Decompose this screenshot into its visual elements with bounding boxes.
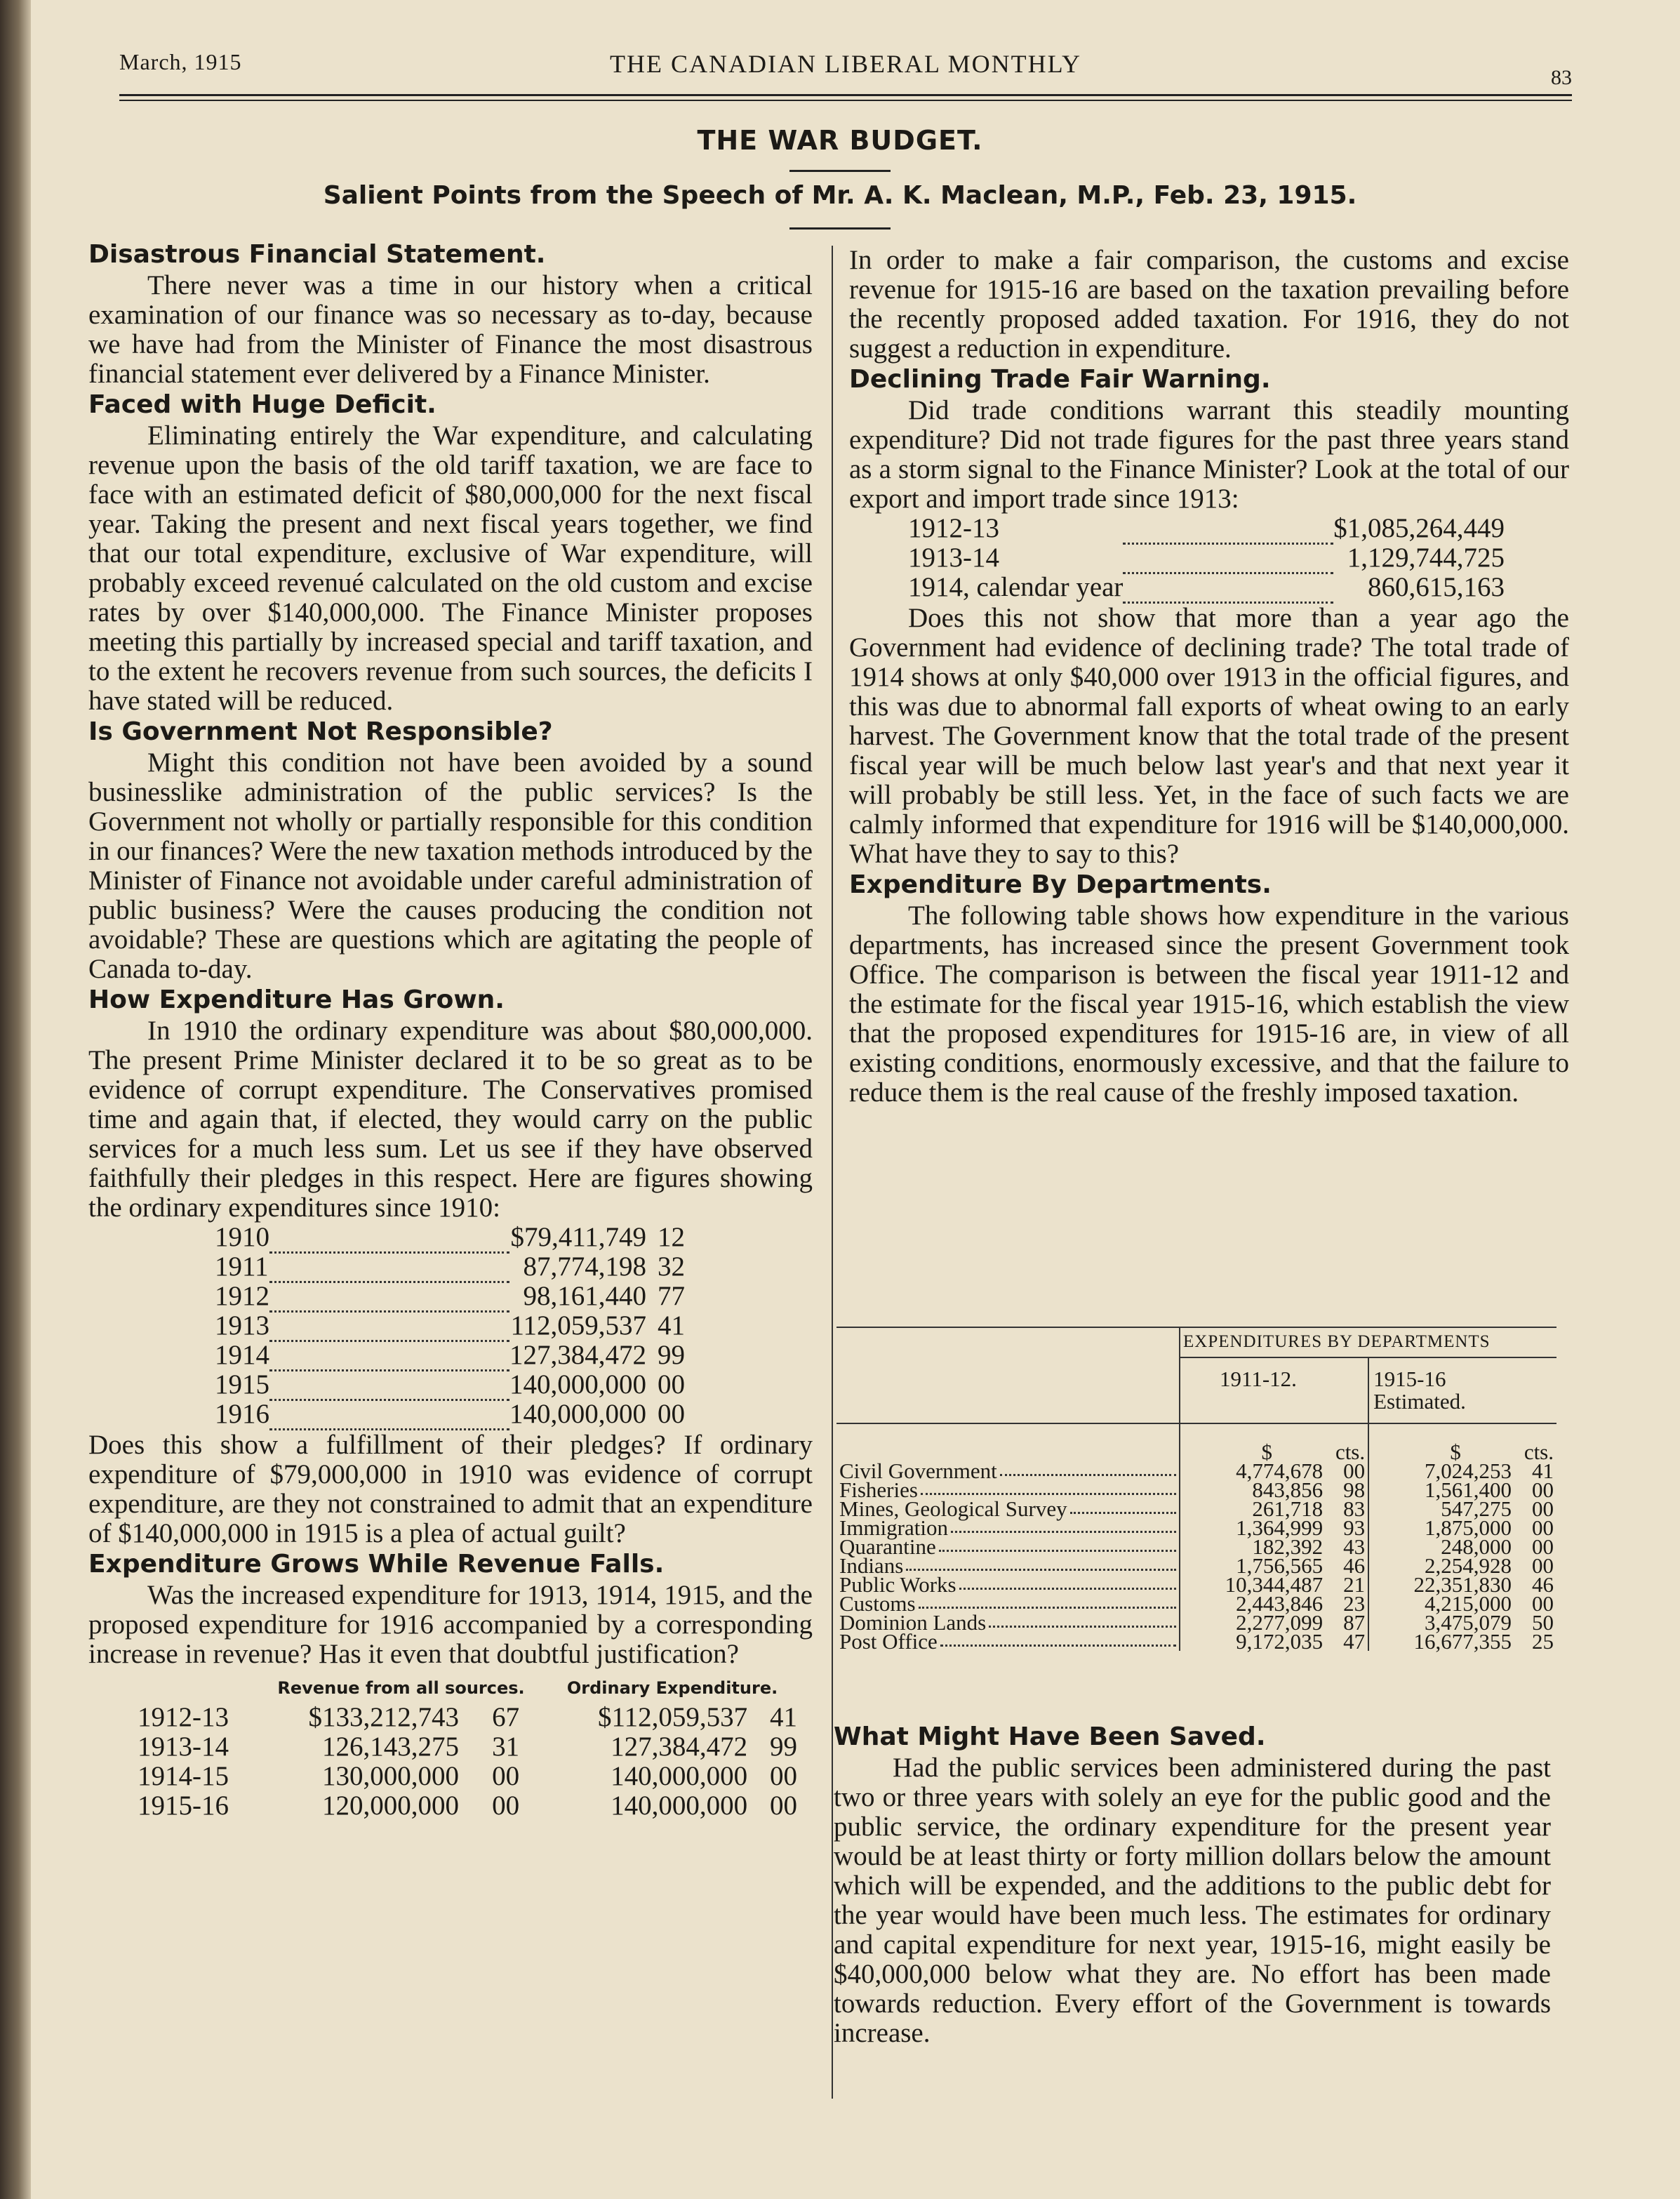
cents: 00 bbox=[1532, 1496, 1554, 1521]
expenditure: 140,000,000 bbox=[611, 1760, 748, 1791]
expenditure: 127,384,472 bbox=[611, 1731, 748, 1762]
cents: 46 bbox=[1532, 1572, 1554, 1597]
dept-name: Quarantine bbox=[839, 1534, 936, 1559]
dept-name: Post Office bbox=[839, 1629, 938, 1654]
amount: 1,364,999 bbox=[1236, 1515, 1324, 1540]
revenue: 126,143,275 bbox=[321, 1731, 459, 1762]
dot-leader bbox=[959, 1575, 1176, 1590]
amount: 1,561,400 bbox=[1425, 1477, 1512, 1502]
cents: 46 bbox=[1343, 1553, 1366, 1578]
revenue-table bbox=[88, 1673, 797, 1821]
list-item bbox=[908, 514, 1505, 543]
cents: 67 bbox=[492, 1701, 520, 1732]
header-rule bbox=[119, 94, 1572, 96]
paragraph: Was the increased expenditure for 1913, 1914, 1915, and the proposed expenditure for 1916 accompanied by a corresponding increase in revenue? Has it even that doubtful justification? bbox=[88, 1579, 813, 1669]
magazine-name: THE CANADIAN LIBERAL MONTHLY bbox=[610, 50, 1081, 78]
amount: 7,024,253 bbox=[1425, 1459, 1512, 1483]
cents: 00 bbox=[1532, 1553, 1554, 1578]
running-header bbox=[119, 49, 1572, 89]
col2-line2: Estimated. bbox=[1373, 1389, 1466, 1414]
cents: 98 bbox=[1343, 1477, 1366, 1502]
amount: 9,172,035 bbox=[1236, 1629, 1324, 1654]
amount: 16,677,355 bbox=[1413, 1629, 1512, 1654]
cents: 00 bbox=[770, 1760, 797, 1791]
dept-name: Indians bbox=[839, 1553, 904, 1578]
list-item bbox=[908, 543, 1505, 573]
cents: 43 bbox=[1343, 1534, 1366, 1559]
year: 1914 bbox=[215, 1340, 269, 1370]
dept-name: Mines, Geological Survey bbox=[839, 1496, 1067, 1521]
amount: 3,475,079 bbox=[1425, 1610, 1512, 1635]
unit-cents: cts. bbox=[1524, 1440, 1554, 1464]
list-item bbox=[215, 1341, 685, 1370]
header-rule-thin bbox=[119, 100, 1572, 101]
amount: $79,411,749 bbox=[510, 1222, 646, 1252]
unit-dollar: $ bbox=[1450, 1440, 1461, 1464]
dot-leader bbox=[921, 1480, 1176, 1495]
cents: 41 bbox=[770, 1701, 797, 1732]
cents: 00 bbox=[1343, 1459, 1366, 1483]
cents: 87 bbox=[1343, 1610, 1366, 1635]
section-heading: How Expenditure Has Grown. bbox=[88, 985, 505, 1014]
amount: 843,856 bbox=[1252, 1477, 1324, 1502]
amount: 87,774,198 bbox=[523, 1251, 646, 1282]
revenue: 130,000,000 bbox=[321, 1760, 459, 1791]
dept-name: Immigration bbox=[839, 1515, 948, 1540]
unit-cents: cts. bbox=[1335, 1440, 1366, 1464]
section-heading: Declining Trade Fair Warning. bbox=[849, 365, 1271, 394]
cents: 41 bbox=[1532, 1459, 1554, 1483]
dept-name-cell bbox=[836, 1629, 1179, 1654]
revenue: 120,000,000 bbox=[321, 1790, 459, 1821]
amount: 140,000,000 bbox=[509, 1399, 646, 1429]
amount: 248,000 bbox=[1441, 1534, 1512, 1559]
cents: 00 bbox=[1532, 1515, 1554, 1540]
book-spine-shadow bbox=[0, 0, 31, 2199]
right-column-bottom bbox=[834, 1721, 1551, 2048]
left-column bbox=[88, 239, 813, 1821]
value-1915 bbox=[1368, 1629, 1556, 1654]
cents: 99 bbox=[658, 1340, 685, 1370]
unit-dollar: $ bbox=[1261, 1440, 1272, 1464]
paragraph: In order to make a fair comparison, the customs and excise revenue for 1915-16 are based on the taxation prevailing before the recently proposed added taxation. For 1916, they do not suggest a reduction in expenditure. bbox=[849, 245, 1569, 364]
year: 1912-13 bbox=[138, 1701, 229, 1732]
amount: 1,756,565 bbox=[1236, 1553, 1324, 1578]
cents: 47 bbox=[1343, 1629, 1366, 1654]
amount: 261,718 bbox=[1252, 1496, 1324, 1521]
year: 1914, calendar year bbox=[908, 572, 1124, 602]
cents: 00 bbox=[658, 1399, 685, 1429]
list-item bbox=[215, 1223, 685, 1252]
unit-row bbox=[1368, 1423, 1556, 1464]
table-row bbox=[88, 1703, 797, 1732]
year: 1910 bbox=[215, 1222, 269, 1252]
dot-leader bbox=[951, 1518, 1176, 1533]
amount: 1,875,000 bbox=[1425, 1515, 1512, 1540]
paragraph: Does this show a fulfillment of their pledges? If ordinary expenditure of $79,000,000 in 1910 was evidence of corrupt expenditure, are they not constrained to admit that an expenditure of $140,000,000 in 1915 is a plea of actual guilt? bbox=[88, 1429, 813, 1548]
list-item bbox=[908, 573, 1505, 602]
table-row bbox=[88, 1791, 797, 1821]
paragraph: The following table shows how expenditure in the various departments, has increased since the present Government took Office. The comparison is between the fiscal year 1911-12 and the estimate for the fiscal year 1915-16, which establish the view that the proposed expenditures for 1915-16 are, in view of all existing conditions, enormously excessive, and that the failure to reduce them is the real cause of the freshly imposed taxation. bbox=[849, 900, 1569, 1108]
cents: 31 bbox=[492, 1731, 520, 1762]
cents: 77 bbox=[658, 1281, 685, 1311]
dot-leader bbox=[1000, 1461, 1176, 1476]
column-header-1915 bbox=[1368, 1357, 1556, 1423]
list-item bbox=[215, 1370, 685, 1400]
amount: 2,254,928 bbox=[1425, 1553, 1512, 1578]
cents: 50 bbox=[1532, 1610, 1554, 1635]
section-heading: Faced with Huge Deficit. bbox=[88, 390, 436, 419]
value-1911 bbox=[1180, 1629, 1368, 1654]
issue-date: March, 1915 bbox=[119, 49, 242, 74]
unit-row bbox=[1180, 1423, 1368, 1464]
year: 1913-14 bbox=[908, 543, 999, 573]
column-divider bbox=[832, 246, 833, 2099]
dept-name: Civil Government bbox=[839, 1459, 997, 1483]
section-heading: What Might Have Been Saved. bbox=[834, 1722, 1266, 1751]
paragraph: There never was a time in our history when a critical examination of our finance was so necessary as to-day, because we have had from the Minister of Finance the most disastrous financial statement ever delivered by a Finance Minister. bbox=[88, 270, 813, 389]
year: 1913-14 bbox=[138, 1731, 229, 1762]
column-header-1911: 1911-12. bbox=[1180, 1357, 1368, 1423]
column-header: Ordinary Expenditure. bbox=[566, 1678, 778, 1698]
year: 1914-15 bbox=[138, 1760, 229, 1791]
paragraph: Might this condition not have been avoided by a sound businesslike administration of the public services? Is the Government not wholly or partially responsible for this condition in our finances? Were the new taxation methods introduced by the Minister of Finance not avoidable under careful administration of public business? Were the causes producing the condition not avoidable? These are questions which are agitating the people of Canada to-day. bbox=[88, 748, 813, 984]
revenue: $133,212,743 bbox=[308, 1701, 459, 1732]
cents: 00 bbox=[770, 1790, 797, 1821]
year: 1915-16 bbox=[138, 1790, 229, 1821]
list-item bbox=[215, 1400, 685, 1429]
dot-leader bbox=[939, 1537, 1176, 1552]
cents: 00 bbox=[1532, 1591, 1554, 1616]
right-column bbox=[849, 246, 1569, 1108]
article-subtitle: Salient Points from the Speech of Mr. A. K. Maclean, M.P., Feb. 23, 1915. bbox=[323, 181, 1357, 210]
column-header: Revenue from all sources. bbox=[277, 1678, 525, 1698]
subtitle-rule bbox=[789, 227, 891, 230]
article-title: THE WAR BUDGET. bbox=[697, 125, 983, 156]
table-row bbox=[88, 1732, 797, 1762]
trade-list bbox=[908, 514, 1505, 604]
year: 1911 bbox=[215, 1251, 269, 1282]
section-heading: Disastrous Financial Statement. bbox=[88, 240, 546, 269]
cents: 00 bbox=[1532, 1534, 1554, 1559]
year: 1915 bbox=[215, 1369, 269, 1400]
paragraph: In 1910 the ordinary expenditure was about $80,000,000. The present Prime Minister declared it to be so great as to be evidence of corrupt expenditure. The Conservatives promised time and again that, if elected, they would carry on the public services for a much less sum. Let us see if they have observed faithfully their pledges in this respect. Here are figures showing the ordinary expenditures since 1910: bbox=[88, 1016, 813, 1223]
amount: 2,277,099 bbox=[1236, 1610, 1324, 1635]
amount: 127,384,472 bbox=[509, 1340, 646, 1370]
amount: 10,344,487 bbox=[1225, 1572, 1324, 1597]
cents: 93 bbox=[1343, 1515, 1366, 1540]
paragraph: Does this not show that more than a year ago the Government had evidence of declining trade? The total trade of 1914 shows at only $40,000 over 1913 in the official figures, and this was due to abnormal fall exports of wheat owing to an early harvest. The Government know that the total trade of the present fiscal year will be much below last year's and that next year it will probably be still less. Yet, in the face of such facts we are calmly informed that expenditure for 1916 will be $140,000,000. What have they to say to this? bbox=[849, 602, 1569, 869]
year: 1913 bbox=[215, 1310, 269, 1341]
cents: 00 bbox=[492, 1760, 520, 1791]
dept-name: Public Works bbox=[839, 1572, 956, 1597]
cents: 12 bbox=[658, 1222, 685, 1252]
amount: 2,443,846 bbox=[1236, 1591, 1324, 1616]
amount: 547,275 bbox=[1441, 1496, 1512, 1521]
year: 1912-13 bbox=[908, 513, 999, 543]
expenditure-list bbox=[215, 1223, 685, 1430]
paragraph: Eliminating entirely the War expenditure, and calculating revenue upon the basis of the old tariff taxation, we are face to face with an estimated deficit of $80,000,000 for the next fiscal year. Taking the present and next fiscal years together, we find that our total expenditure, exclusive of War expenditure, will probably exceed revenué calculated on the old custom and excise rates by over $140,000,000. The Finance Minister proposes meeting this partially by increased special and tariff taxation, and to the extent he recovers revenue from such sources, the deficits I have stated will be reduced. bbox=[88, 420, 813, 716]
cents: 83 bbox=[1343, 1496, 1366, 1521]
expenditure: $112,059,537 bbox=[598, 1701, 748, 1732]
amount: 860,615,163 bbox=[1368, 572, 1505, 602]
dot-leader bbox=[1070, 1499, 1176, 1514]
cents: 32 bbox=[658, 1251, 685, 1282]
paragraph: Had the public services been administered during the past two or three years with solely an eye for the public good and the public service, the ordinary expenditure for the present year would be at least thirty or forty million dollars below the amount which will be expended, and the additions to the public debt for the year would have been much less. The estimates for ordinary and capital expenditure for next year, 1915-16, might easily be $40,000,000 below what they are. No effort has been made towards reduction. Every effort of the Government is towards increase. bbox=[834, 1753, 1551, 2048]
year: 1912 bbox=[215, 1281, 269, 1311]
amount: 112,059,537 bbox=[510, 1310, 646, 1341]
dot-leader bbox=[919, 1594, 1176, 1609]
cents: 00 bbox=[1532, 1477, 1554, 1502]
table-header: EXPENDITURES BY DEPARTMENTS bbox=[1180, 1327, 1556, 1357]
section-heading: Expenditure By Departments. bbox=[849, 870, 1272, 899]
expenditure: 140,000,000 bbox=[611, 1790, 748, 1821]
list-item bbox=[215, 1252, 685, 1282]
page-number: 83 bbox=[1551, 66, 1572, 89]
departments-table bbox=[836, 1327, 1556, 1654]
dot-leader bbox=[940, 1632, 1176, 1647]
section-heading: Expenditure Grows While Revenue Falls. bbox=[88, 1549, 665, 1579]
amount: 4,774,678 bbox=[1236, 1459, 1324, 1483]
amount: $1,085,264,449 bbox=[1333, 513, 1505, 543]
amount: 22,351,830 bbox=[1413, 1572, 1512, 1597]
col2-line1: 1915-16 bbox=[1373, 1367, 1446, 1391]
title-rule bbox=[789, 170, 891, 172]
list-item bbox=[215, 1282, 685, 1311]
year: 1916 bbox=[215, 1399, 269, 1429]
amount: 4,215,000 bbox=[1425, 1591, 1512, 1616]
table-row bbox=[88, 1762, 797, 1791]
cents: 25 bbox=[1532, 1629, 1554, 1654]
cents: 41 bbox=[658, 1310, 685, 1341]
dept-name: Fisheries bbox=[839, 1477, 918, 1502]
cents: 00 bbox=[658, 1369, 685, 1400]
dot-leader bbox=[989, 1613, 1176, 1628]
dept-name: Customs bbox=[839, 1591, 916, 1616]
cents: 21 bbox=[1343, 1572, 1366, 1597]
dept-name: Dominion Lands bbox=[839, 1610, 987, 1635]
amount: 182,392 bbox=[1252, 1534, 1324, 1559]
list-item bbox=[215, 1311, 685, 1341]
amount: 1,129,744,725 bbox=[1347, 543, 1505, 573]
section-heading: Is Government Not Responsible? bbox=[88, 717, 553, 746]
amount: 98,161,440 bbox=[523, 1281, 646, 1311]
dot-leader bbox=[906, 1556, 1176, 1571]
table-row bbox=[836, 1632, 1556, 1651]
cents: 23 bbox=[1343, 1591, 1366, 1616]
paragraph: Did trade conditions warrant this steadily mounting expenditure? Did not trade figures for the past three years stand as a storm signal to the Finance Minister? Look at the total of our export and import trade since 1913: bbox=[849, 395, 1569, 514]
amount: 140,000,000 bbox=[509, 1369, 646, 1400]
cents: 00 bbox=[492, 1790, 520, 1821]
cents: 99 bbox=[770, 1731, 797, 1762]
